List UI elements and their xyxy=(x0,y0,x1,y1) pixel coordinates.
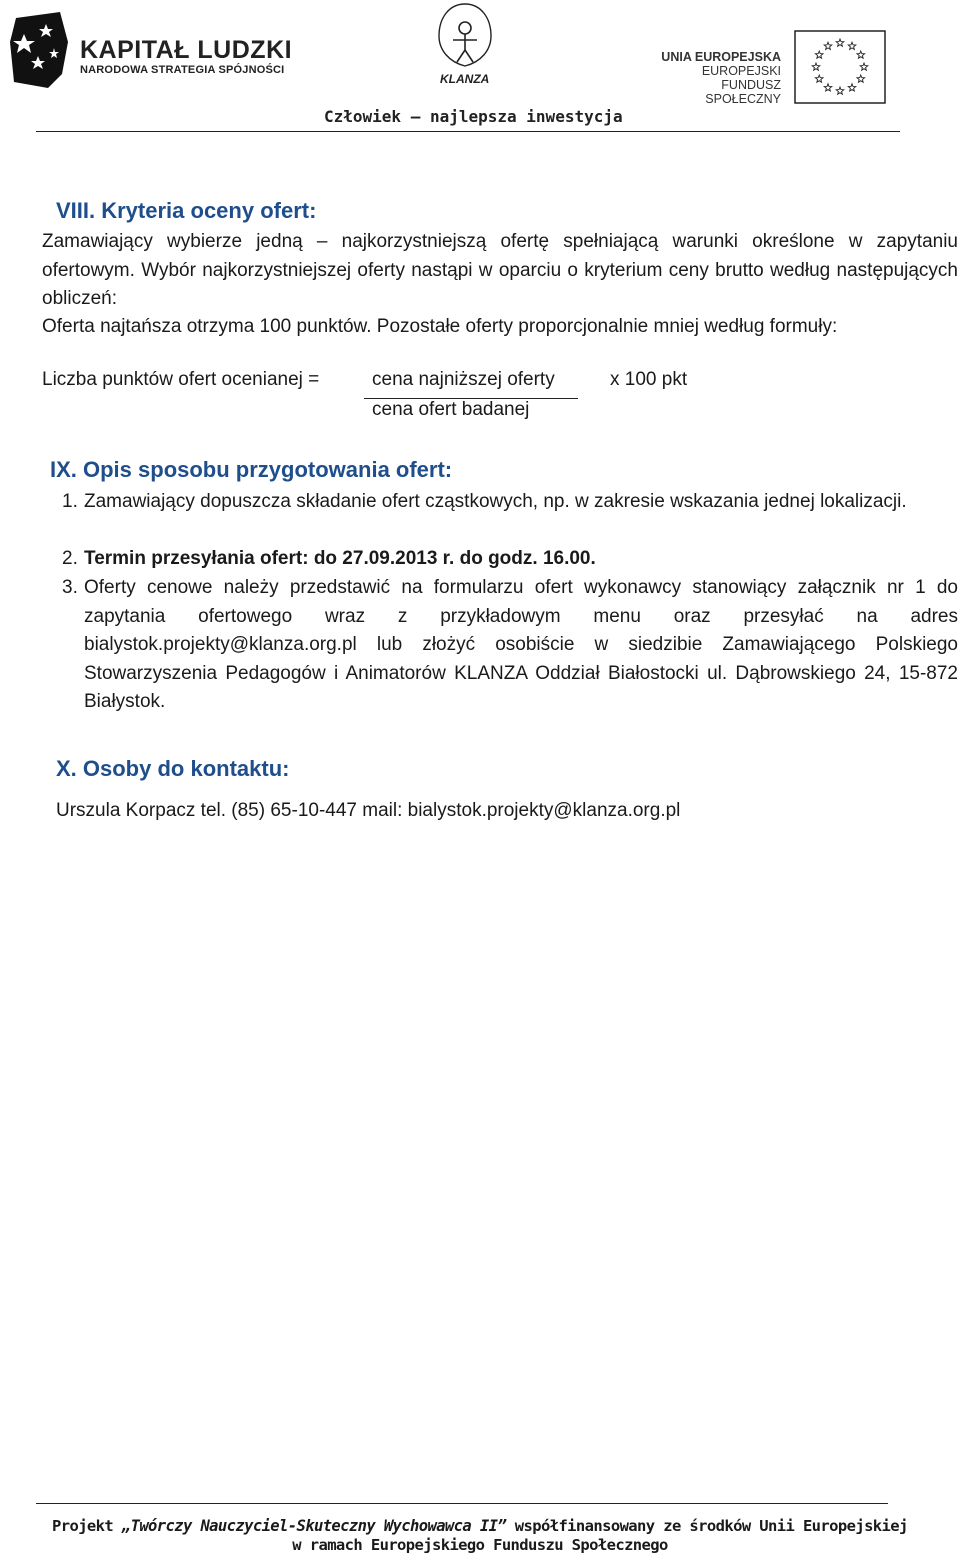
eu-label-line2: EUROPEJSKI xyxy=(701,64,781,78)
list-item-text: Oferty cenowe należy przedstawić na formularzu ofert wykonawcy stanowiący załącznik nr 1 do zapytania ofertowego wraz z przykładowym menu oraz przesyłać na adres bialystok.projekty@klanza.org.pl lub złożyć osobiście w siedzibie Zamawiającego Polskiego Stowarzyszenia Pedagogów i Animatorów KLANZA Oddział Białostocki ul. Dąbrowskiego 24, 15-872 Białystok. xyxy=(84,577,958,712)
section-10-title: X. Osoby do kontaktu: xyxy=(56,756,290,781)
klanza-logo-text: KLANZA xyxy=(440,72,490,86)
tagline: Człowiek – najlepsza inwestycja xyxy=(324,107,623,126)
formula-numerator: cena najniższej oferty xyxy=(372,369,555,390)
eu-label xyxy=(655,50,781,106)
formula-denominator: cena ofert badanej xyxy=(372,399,530,420)
list-item-number: 1. xyxy=(62,491,78,512)
section-9-title: IX. Opis sposobu przygotowania ofert: xyxy=(50,457,453,482)
footer-divider xyxy=(36,1503,888,1504)
kapital-ludzki-subtitle: NARODOWA STRATEGIA SPÓJNOŚCI xyxy=(80,64,285,76)
formula-label: Liczba punktów ofert ocenianej = xyxy=(42,369,320,390)
footer-project-name: „Twórczy Nauczyciel-Skuteczny Wychowawca II” xyxy=(121,1517,507,1535)
contact-info: Urszula Korpacz tel. (85) 65-10-447 mail: bialystok.projekty@klanza.org.pl xyxy=(56,800,681,821)
list-item-number: 3. xyxy=(62,577,78,598)
footer-line-2: w ramach Europejskiego Funduszu Społecznego xyxy=(292,1536,668,1554)
list-item-text: Zamawiający dopuszcza składanie ofert cząstkowych, np. w zakresie wskazania jednej lokalizacji. xyxy=(84,491,907,512)
header-divider xyxy=(36,131,900,132)
section-8-paragraph-1: Zamawiający wybierze jedną – najkorzystniejszą ofertę spełniającą warunki określone w zapytaniu ofertowym. Wybór najkorzystniejszej oferty nastąpi w oparciu o kryterium ceny brutto według następujących obliczeń: xyxy=(42,231,958,309)
kapital-ludzki-title: KAPITAŁ LUDZKI xyxy=(80,36,293,64)
eu-label-line1: UNIA EUROPEJSKA xyxy=(661,50,781,64)
list-item-number: 2. xyxy=(62,548,78,569)
eu-flag-icon xyxy=(794,30,886,104)
section-8-title: VIII. Kryteria oceny ofert: xyxy=(56,198,317,223)
eu-label-line3: FUNDUSZ SPOŁECZNY xyxy=(705,78,781,106)
deadline-text: Termin przesyłania ofert: do 27.09.2013 r. do godz. 16.00. xyxy=(84,548,596,569)
footer-suffix: współfinansowany ze środków Unii Europejskiej xyxy=(506,1517,908,1535)
section-8-paragraph-2: Oferta najtańsza otrzyma 100 punktów. Pozostałe oferty proporcjonalnie mniej według formuły: xyxy=(42,316,838,337)
footer-prefix: Projekt xyxy=(52,1517,122,1535)
formula-multiplier: x 100 pkt xyxy=(610,369,688,390)
list-item xyxy=(84,488,958,517)
footer-line-1 xyxy=(52,1517,908,1535)
